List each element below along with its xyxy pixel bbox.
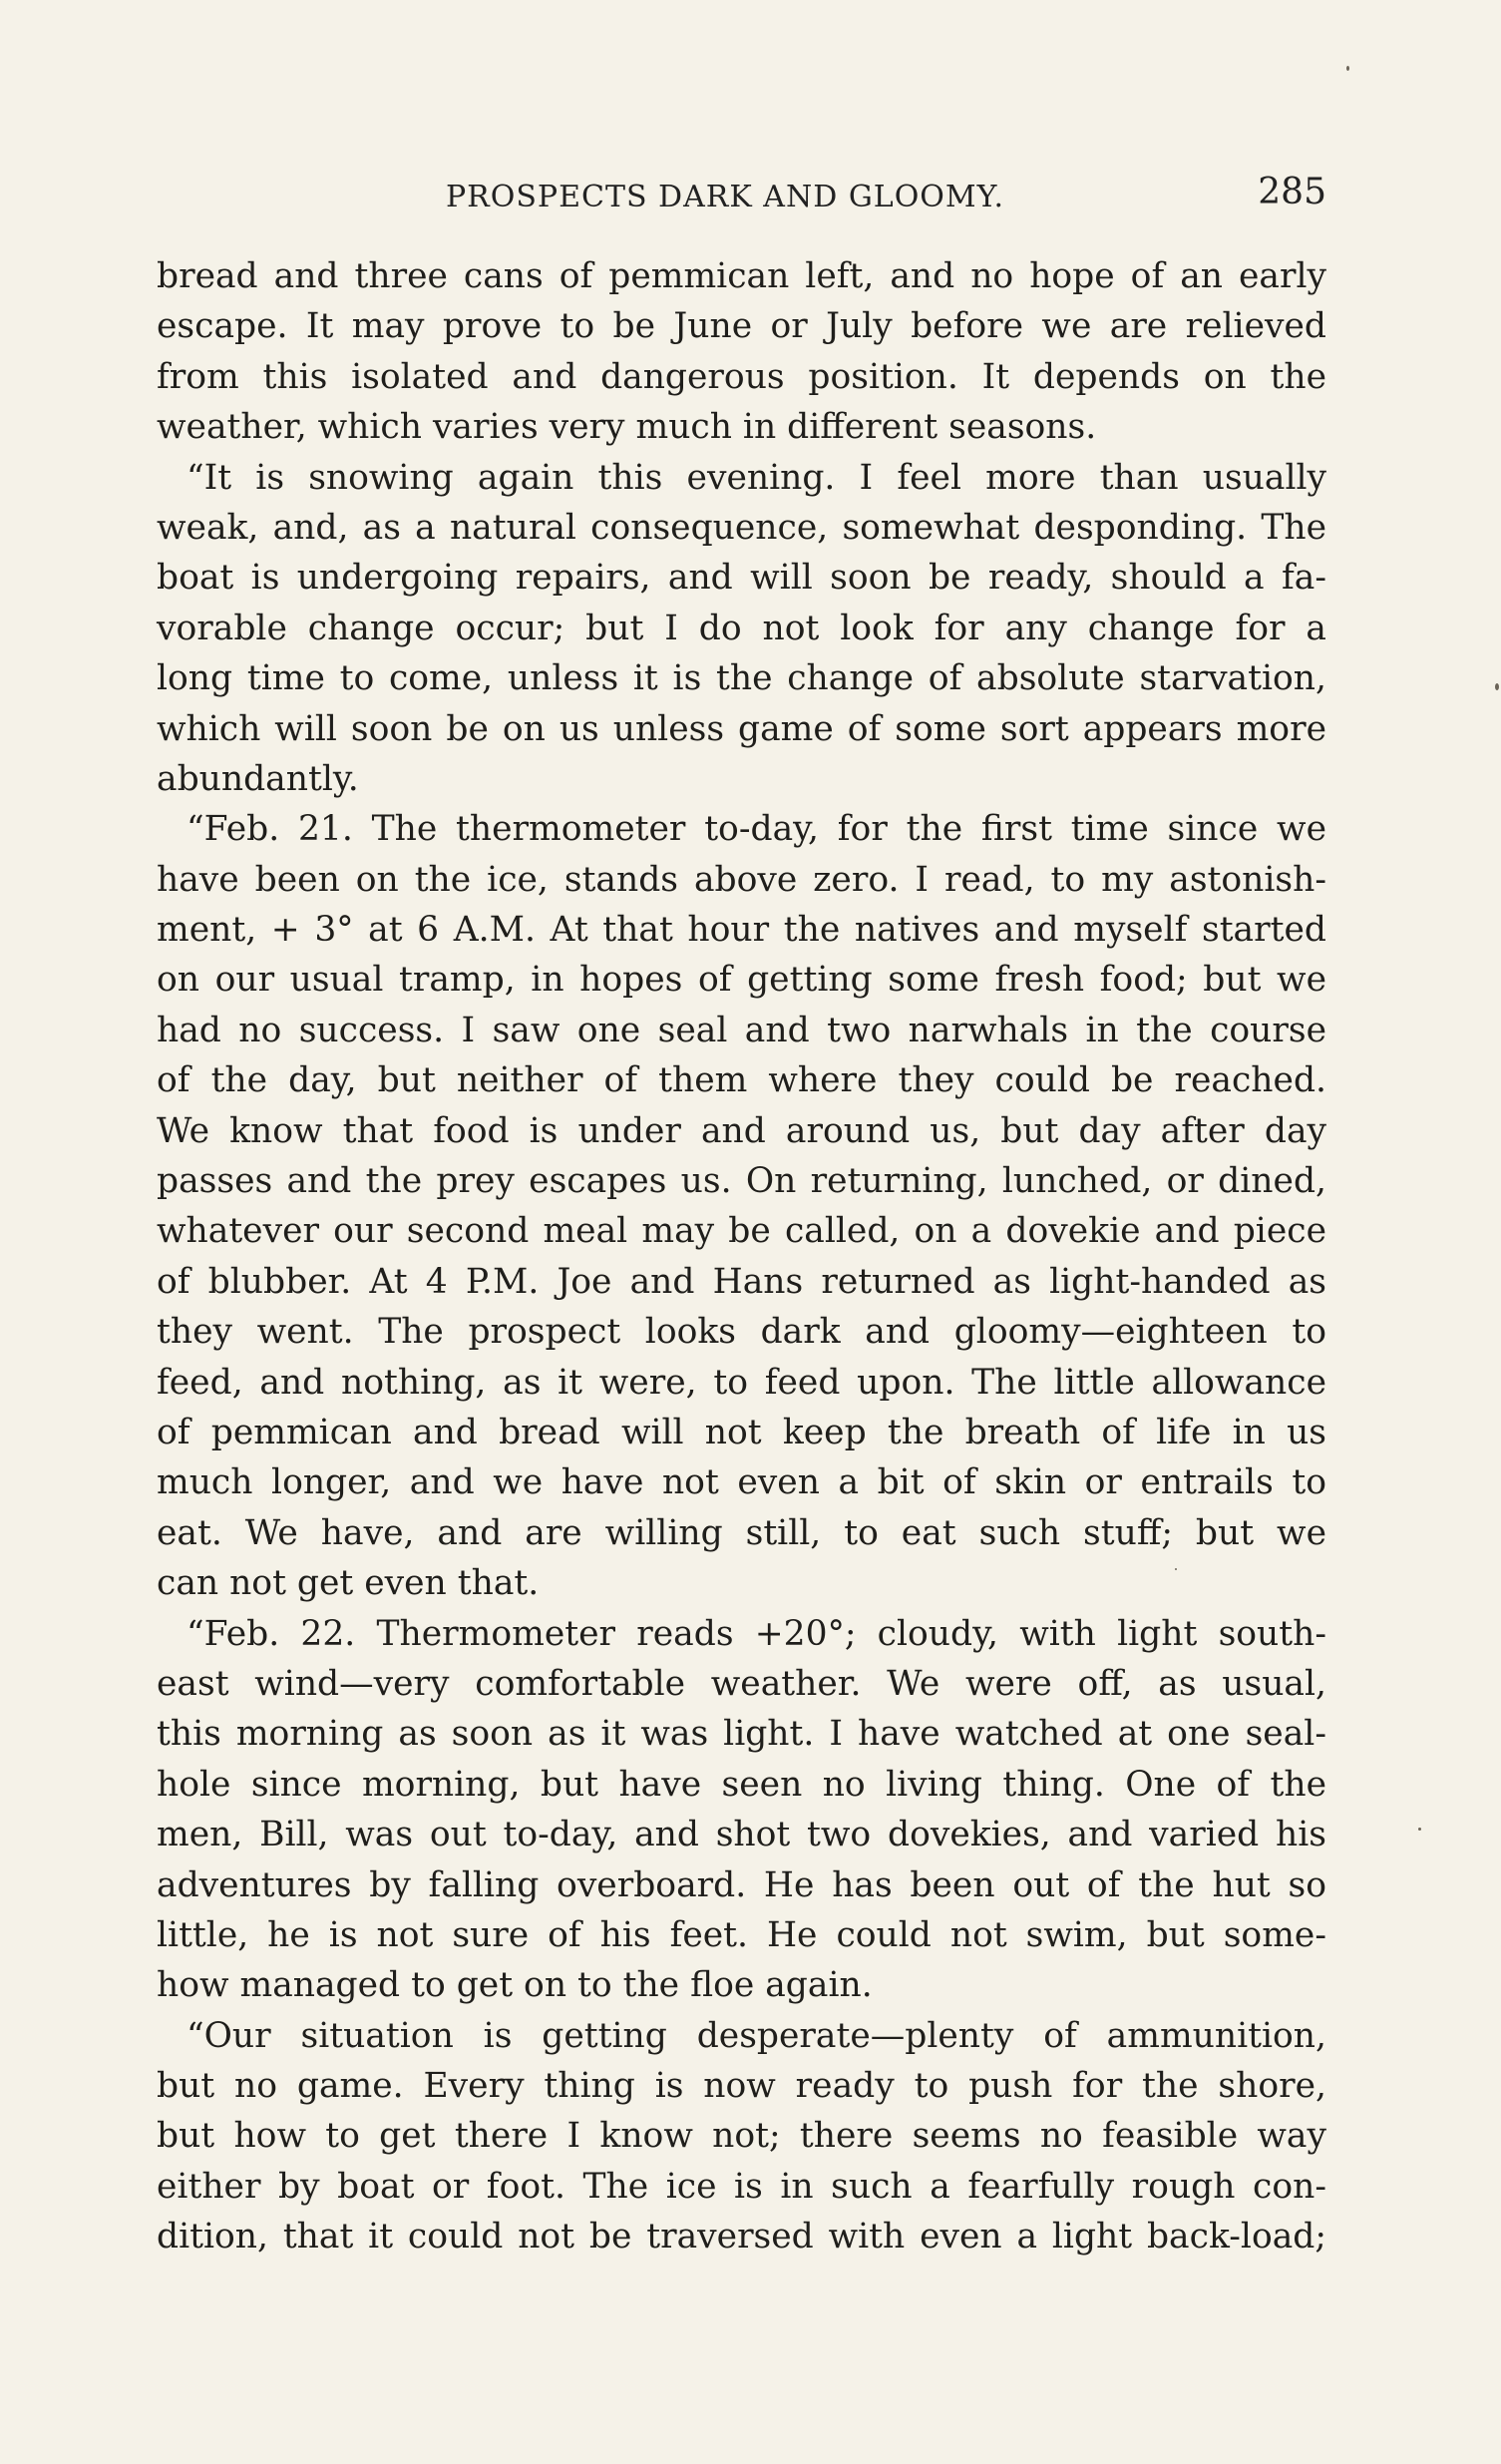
text-line: ment, + 3° at 6 A.M. At that hour the natives and myself started — [157, 910, 1326, 951]
paper-speck — [1418, 1828, 1421, 1831]
text-line: We know that food is under and around us, but day after day — [157, 1110, 1326, 1151]
text-line: much longer, and we have not even a bit of skin or entrails to — [157, 1462, 1326, 1503]
text-line: “Our situation is getting desperate—plenty of ammunition, — [187, 2015, 1326, 2056]
text-line: feed, and nothing, as it were, to feed upon. The little allowance — [157, 1362, 1326, 1403]
text-line: of blubber. At 4 P.M. Joe and Hans returned as light-handed as — [157, 1261, 1326, 1302]
body-text — [157, 251, 1326, 2262]
text-line: they went. The prospect looks dark and gloomy—eighteen to — [157, 1312, 1326, 1353]
text-line: abundantly. — [157, 758, 359, 799]
running-title: PROSPECTS DARK AND GLOOMY. — [446, 180, 1005, 214]
text-line: but no game. Every thing is now ready to push for the shore, — [157, 2066, 1326, 2107]
text-line: but how to get there I know not; there seems no feasible way — [157, 2116, 1326, 2157]
text-line: from this isolated and dangerous position. It depends on the — [157, 356, 1326, 397]
text-line: long time to come, unless it is the change of absolute starvation, — [157, 658, 1326, 699]
text-line: boat is undergoing repairs, and will soon be ready, should a fa- — [157, 558, 1326, 599]
text-line: of pemmican and bread will not keep the breath of life in us — [157, 1412, 1326, 1452]
text-line: men, Bill, was out to-day, and shot two dovekies, and varied his — [157, 1815, 1326, 1855]
text-line: bread and three cans of pemmican left, and no hope of an early — [157, 256, 1326, 296]
text-line: east wind—very comfortable weather. We were off, as usual, — [157, 1663, 1326, 1704]
paper-speck — [1175, 1568, 1177, 1570]
text-line: weak, and, as a natural consequence, somewhat desponding. The — [157, 507, 1326, 548]
text-line: of the day, but neither of them where they could be reached. — [157, 1060, 1326, 1101]
text-line: dition, that it could not be traversed with even a light back-load; — [157, 2217, 1326, 2258]
text-line: escape. It may prove to be June or July before we are relieved — [157, 306, 1326, 347]
text-line: passes and the prey escapes us. On returning, lunched, or dined, — [157, 1161, 1326, 1202]
text-line: weather, which varies very much in different seasons. — [157, 407, 1097, 448]
text-line: adventures by falling overboard. He has been out of the hut so — [157, 1864, 1326, 1905]
text-line: little, he is not sure of his feet. He could not swim, but some- — [157, 1914, 1326, 1955]
text-line: “Feb. 21. The thermometer to-day, for the first time since we — [187, 809, 1326, 850]
running-head — [157, 172, 1326, 221]
paper-speck — [1495, 683, 1499, 690]
text-line: have been on the ice, stands above zero. I read, to my astonish- — [157, 859, 1326, 900]
text-line: “It is snowing again this evening. I feel more than usually — [187, 457, 1326, 498]
paper-speck — [1346, 66, 1349, 71]
text-line: whatever our second meal may be called, on a dovekie and piece — [157, 1211, 1326, 1252]
text-line: this morning as soon as it was light. I have watched at one seal- — [157, 1714, 1326, 1755]
text-line: either by boat or foot. The ice is in such a fearfully rough con- — [157, 2166, 1326, 2207]
text-line: hole since morning, but have seen no living thing. One of the — [157, 1764, 1326, 1805]
text-line: on our usual tramp, in hopes of getting some fresh food; but we — [157, 960, 1326, 1001]
text-line: had no success. I saw one seal and two narwhals in the course — [157, 1010, 1326, 1050]
text-line: can not get even that. — [157, 1563, 540, 1604]
text-line: which will soon be on us unless game of some sort appears more — [157, 708, 1326, 749]
page-number: 285 — [1258, 172, 1326, 212]
text-line: eat. We have, and are willing still, to eat such stuff; but we — [157, 1512, 1326, 1553]
text-line: how managed to get on to the floe again. — [157, 1965, 873, 2006]
text-line: vorable change occur; but I do not look for any change for a — [157, 608, 1326, 648]
text-line: “Feb. 22. Thermometer reads +20°; cloudy, with light south- — [187, 1613, 1326, 1654]
